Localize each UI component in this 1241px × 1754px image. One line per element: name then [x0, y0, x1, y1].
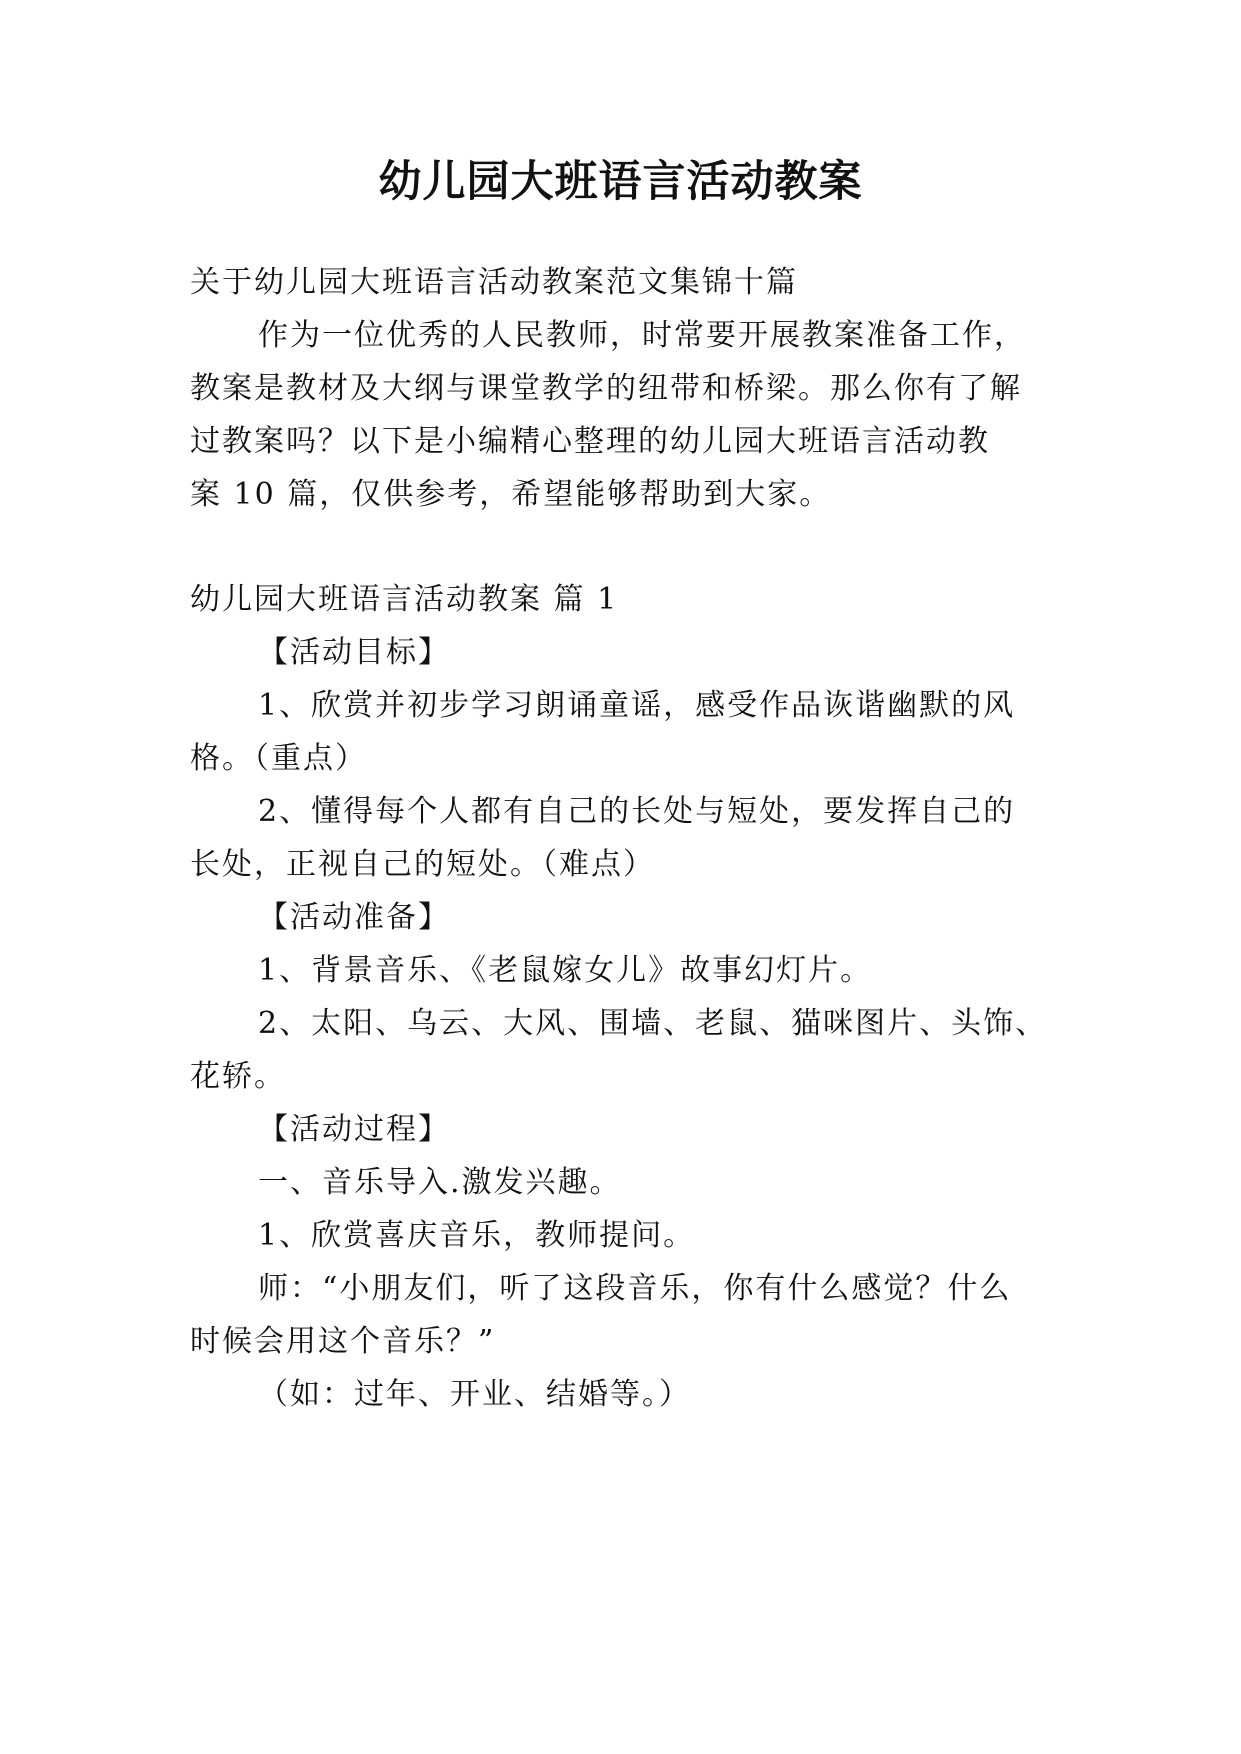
- paragraph-line: 1、欣赏喜庆音乐，教师提问。: [258, 1218, 696, 1253]
- paragraph-line: 一、音乐导入.激发兴趣。: [258, 1165, 622, 1200]
- section-label: 【活动准备】: [258, 900, 450, 935]
- paragraph-line: 作为一位优秀的人民教师，时常要开展教案准备工作，: [258, 318, 1026, 353]
- paragraph-line: 2、太阳、乌云、大风、围墙、老鼠、猫咪图片、头饰、: [258, 1006, 1048, 1041]
- paragraph-line: 长处，正视自己的短处。（难点）: [190, 847, 655, 882]
- paragraph-line: 1、背景音乐、《老鼠嫁女儿》故事幻灯片。: [258, 953, 873, 988]
- paragraph-line: 案 10 篇，仅供参考，希望能够帮助到大家。: [190, 477, 832, 512]
- paragraph-line: 时候会用这个音乐？”: [190, 1324, 496, 1359]
- section-label: 【活动目标】: [258, 635, 450, 670]
- section-heading: 幼儿园大班语言活动教案 篇 1: [190, 582, 619, 617]
- paragraph-line: 教案是教材及大纲与课堂教学的纽带和桥梁。那么你有了解: [190, 371, 1022, 406]
- paragraph-line: 过教案吗？以下是小编精心整理的幼儿园大班语言活动教: [190, 424, 990, 459]
- paragraph-line: 师：“小朋友们，听了这段音乐，你有什么感觉？什么: [258, 1271, 1012, 1306]
- subtitle-line: 关于幼儿园大班语言活动教案范文集锦十篇: [190, 265, 798, 300]
- paragraph-line: 1、欣赏并初步学习朗诵童谣，感受作品诙谐幽默的风: [258, 688, 1016, 723]
- section-label: 【活动过程】: [258, 1112, 450, 1147]
- paragraph-line: 格。（重点）: [190, 741, 367, 776]
- page-title: 幼儿园大班语言活动教案: [378, 157, 863, 207]
- paragraph-line: （如：过年、开业、结婚等。）: [258, 1377, 691, 1412]
- paragraph-line: 2、懂得每个人都有自己的长处与短处，要发挥自己的: [258, 794, 1016, 829]
- paragraph-line: 花轿。: [190, 1059, 286, 1094]
